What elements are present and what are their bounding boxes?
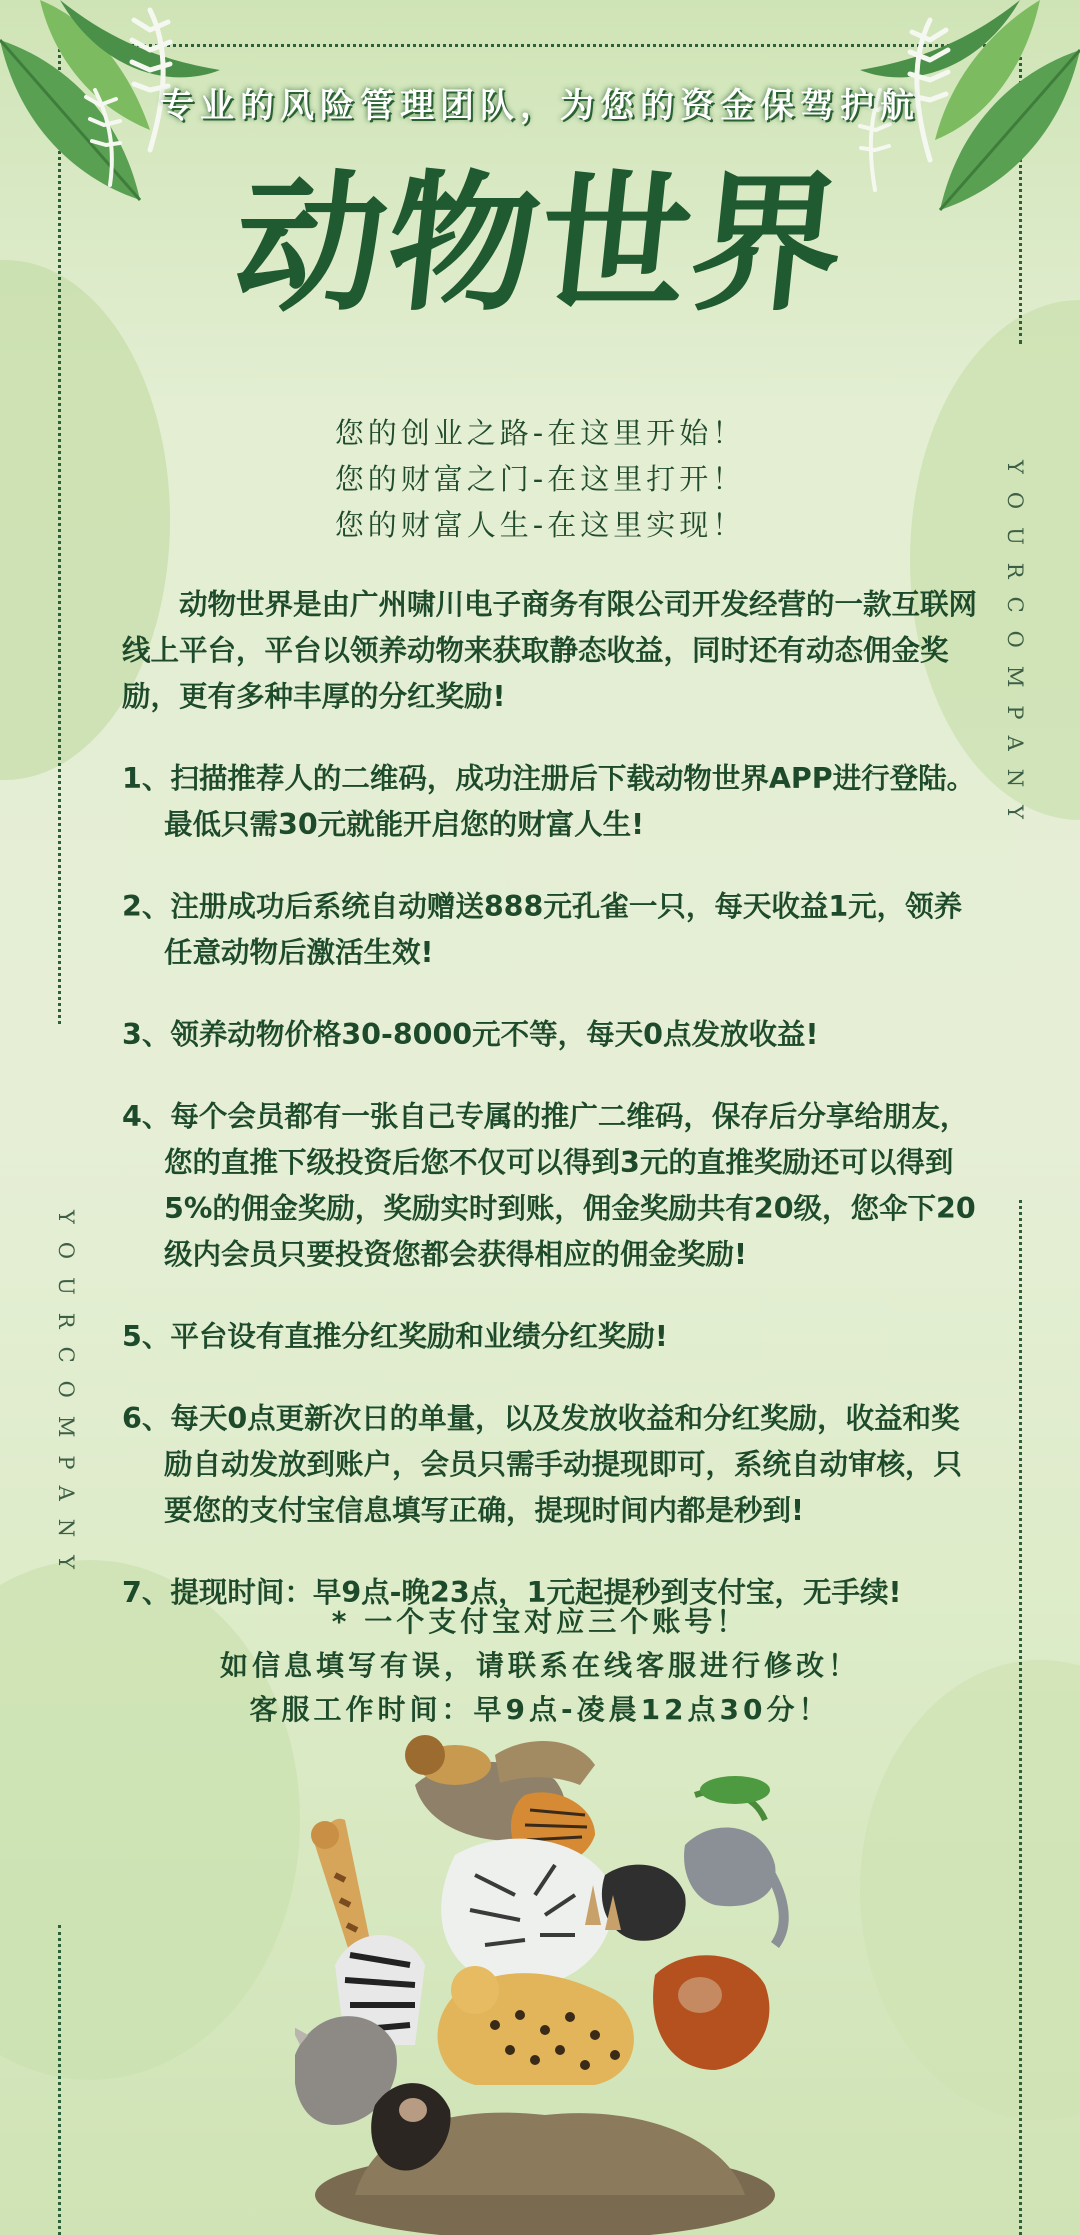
- notes: [0, 1600, 1080, 1732]
- list-item: 5、平台设有直推分红奖励和业绩分红奖励!: [122, 1320, 668, 1353]
- list-item: 4、每个会员都有一张自己专属的推广二维码，保存后分享给朋友，您的直推下级投资后您不仅可以得到3元的直推奖励还可以得到5%的佣金奖励，奖励实时到账，佣金奖励共有20级，您伞下20级内会员只要投资您都会获得相应的佣金奖励!: [122, 1100, 976, 1271]
- dotted-border-left: [58, 1925, 61, 2235]
- page-title: 动物世界: [226, 158, 854, 332]
- slogan-line: 您的创业之路-在这里开始！: [334, 416, 746, 450]
- main-content: [122, 582, 982, 1616]
- slogan-line: 您的财富之门-在这里打开！: [334, 462, 746, 496]
- list-item: 2、注册成功后系统自动赠送888元孔雀一只，每天收益1元，领养任意动物后激活生效!: [122, 890, 963, 969]
- tagline: 专业的风险管理团队，为您的资金保驾护航: [160, 86, 920, 126]
- animal-group-illustration: [295, 1725, 795, 2235]
- note-line: 如信息填写有误，请联系在线客服进行修改！: [219, 1649, 860, 1682]
- list-item: 6、每天0点更新次日的单量，以及发放收益和分红奖励，收益和奖励自动发放到账户，会员只需手动提现即可，系统自动审核，只要您的支付宝信息填写正确，提现时间内都是秒到!: [122, 1402, 963, 1527]
- list-item: 7、提现时间：早9点-晚23点，1元起提秒到支付宝，无手续!: [122, 1576, 902, 1609]
- note-line: * 一个支付宝对应三个账号！: [331, 1605, 749, 1638]
- vertical-watermark: YOURCOMPANY: [54, 1210, 78, 1587]
- note-line: 客服工作时间：早9点-凌晨12点30分！: [249, 1693, 831, 1726]
- slogan-line: 您的财富人生-在这里实现！: [334, 508, 746, 542]
- list-item: 3、领养动物价格30-8000元不等，每天0点发放收益!: [122, 1018, 819, 1051]
- vertical-watermark: YOURCOMPANY: [1003, 460, 1027, 837]
- slogans: [0, 410, 1080, 548]
- list-item: 1、扫描推荐人的二维码，成功注册后下载动物世界APP进行登陆。最低只需30元就能开启您的财富人生!: [122, 762, 976, 841]
- intro-paragraph: 动物世界是由广州啸川电子商务有限公司开发经营的一款互联网线上平台，平台以领养动物来获取静态收益，同时还有动态佣金奖励，更有多种丰厚的分红奖励!: [122, 588, 978, 713]
